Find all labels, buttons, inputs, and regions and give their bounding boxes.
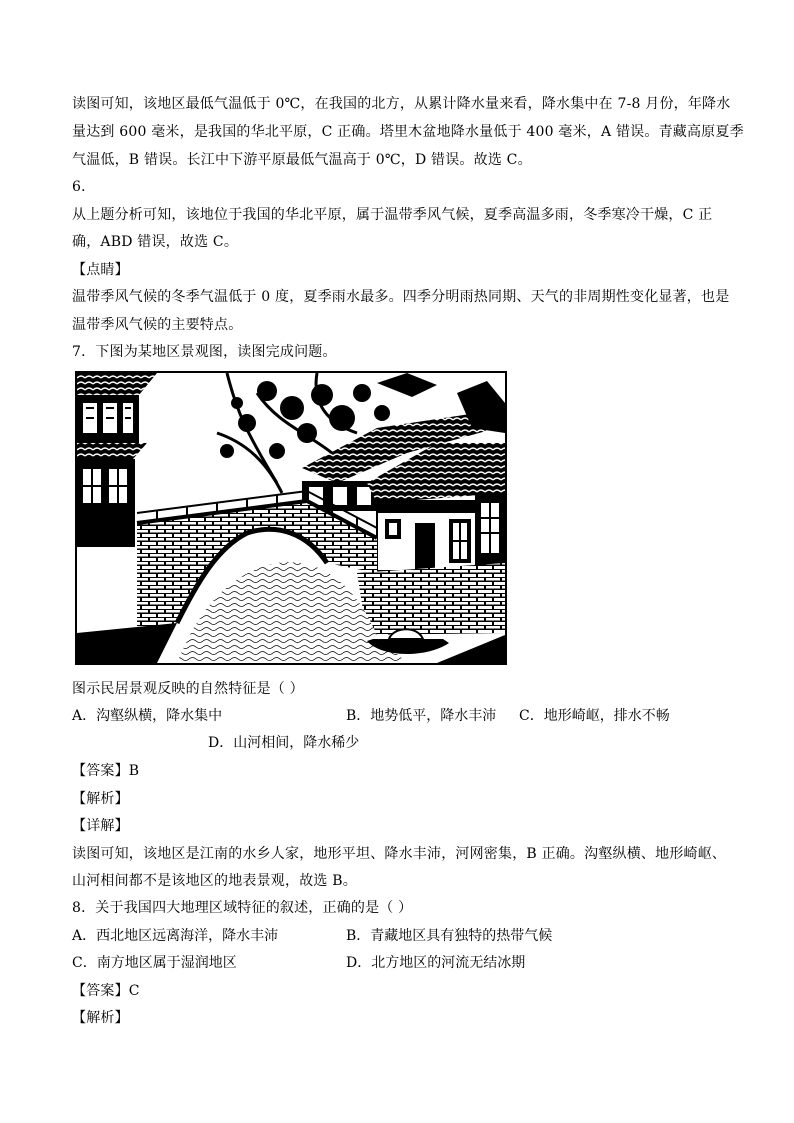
q8-option-d: D．北方地区的河流无结冰期 bbox=[346, 955, 526, 971]
q6-tip-line-1: 温带季风气候的冬季气温低于 0 度，夏季雨水最多。四季分明雨热同期、天气的非周期性变化显著，也是 bbox=[72, 289, 730, 305]
q5-explanation-line-1: 读图可知，该地区最低气温低于 0℃，在我国的北方，从累计降水量来看，降水集中在 7-8 月份，年降水 bbox=[72, 96, 731, 112]
q8-option-b: B．青藏地区具有独特的热带气候 bbox=[346, 928, 553, 944]
q7-detail-line-1: 读图可知，该地区是江南的水乡人家，地形平坦、降水丰沛，河网密集，B 正确。沟壑纵横、地形崎岖、 bbox=[72, 846, 727, 862]
q6-number: 6． bbox=[72, 179, 96, 195]
q6-explanation-line-1: 从上题分析可知，该地位于我国的华北平原，属于温带季风气候，夏季高温多雨，冬季寒冷干燥，C 正 bbox=[72, 207, 713, 223]
q8-option-a: A．西北地区远离海洋，降水丰沛 bbox=[72, 928, 279, 944]
q8-option-c: C．南方地区属于湿润地区 bbox=[72, 955, 237, 971]
q7-analysis-tag: 【解析】 bbox=[72, 791, 129, 807]
q7-detail-tag: 【详解】 bbox=[72, 818, 129, 834]
q7-option-d: D．山河相间，降水稀少 bbox=[208, 735, 360, 751]
q6-tip-tag: 【点睛】 bbox=[72, 262, 129, 278]
landscape-figure bbox=[75, 371, 507, 665]
q6-tip-line-2: 温带季风气候的主要特点。 bbox=[72, 317, 243, 333]
q7-question: 图示民居景观反映的自然特征是（ ） bbox=[72, 681, 304, 697]
q7-option-b: B．地势低平，降水丰沛 bbox=[346, 708, 497, 724]
q7-detail-line-2: 山河相间都不是该地区的地表景观，故选 B。 bbox=[72, 873, 357, 889]
q8-analysis-tag: 【解析】 bbox=[72, 1010, 129, 1026]
q8-stem: 8．关于我国四大地理区域特征的叙述，正确的是（ ） bbox=[72, 900, 413, 916]
q7-answer: 【答案】B bbox=[72, 763, 140, 779]
q5-explanation-line-2: 量达到 600 毫米，是我国的华北平原，C 正确。塔里木盆地降水量低于 400 毫米，A 错误。青藏高原夏季 bbox=[72, 124, 744, 140]
q7-option-c: C．地形崎岖，排水不畅 bbox=[519, 708, 670, 724]
water-town-papercut-image bbox=[77, 373, 505, 663]
q5-explanation-line-3: 气温低，B 错误。长江中下游平原最低气温高于 0℃，D 错误。故选 C。 bbox=[72, 152, 532, 168]
q7-option-a: A．沟壑纵横，降水集中 bbox=[72, 708, 223, 724]
q8-answer: 【答案】C bbox=[72, 983, 140, 999]
q6-explanation-line-2: 确，ABD 错误，故选 C。 bbox=[72, 234, 239, 250]
q7-stem: 7．下图为某地区景观图，读图完成问题。 bbox=[72, 344, 337, 360]
